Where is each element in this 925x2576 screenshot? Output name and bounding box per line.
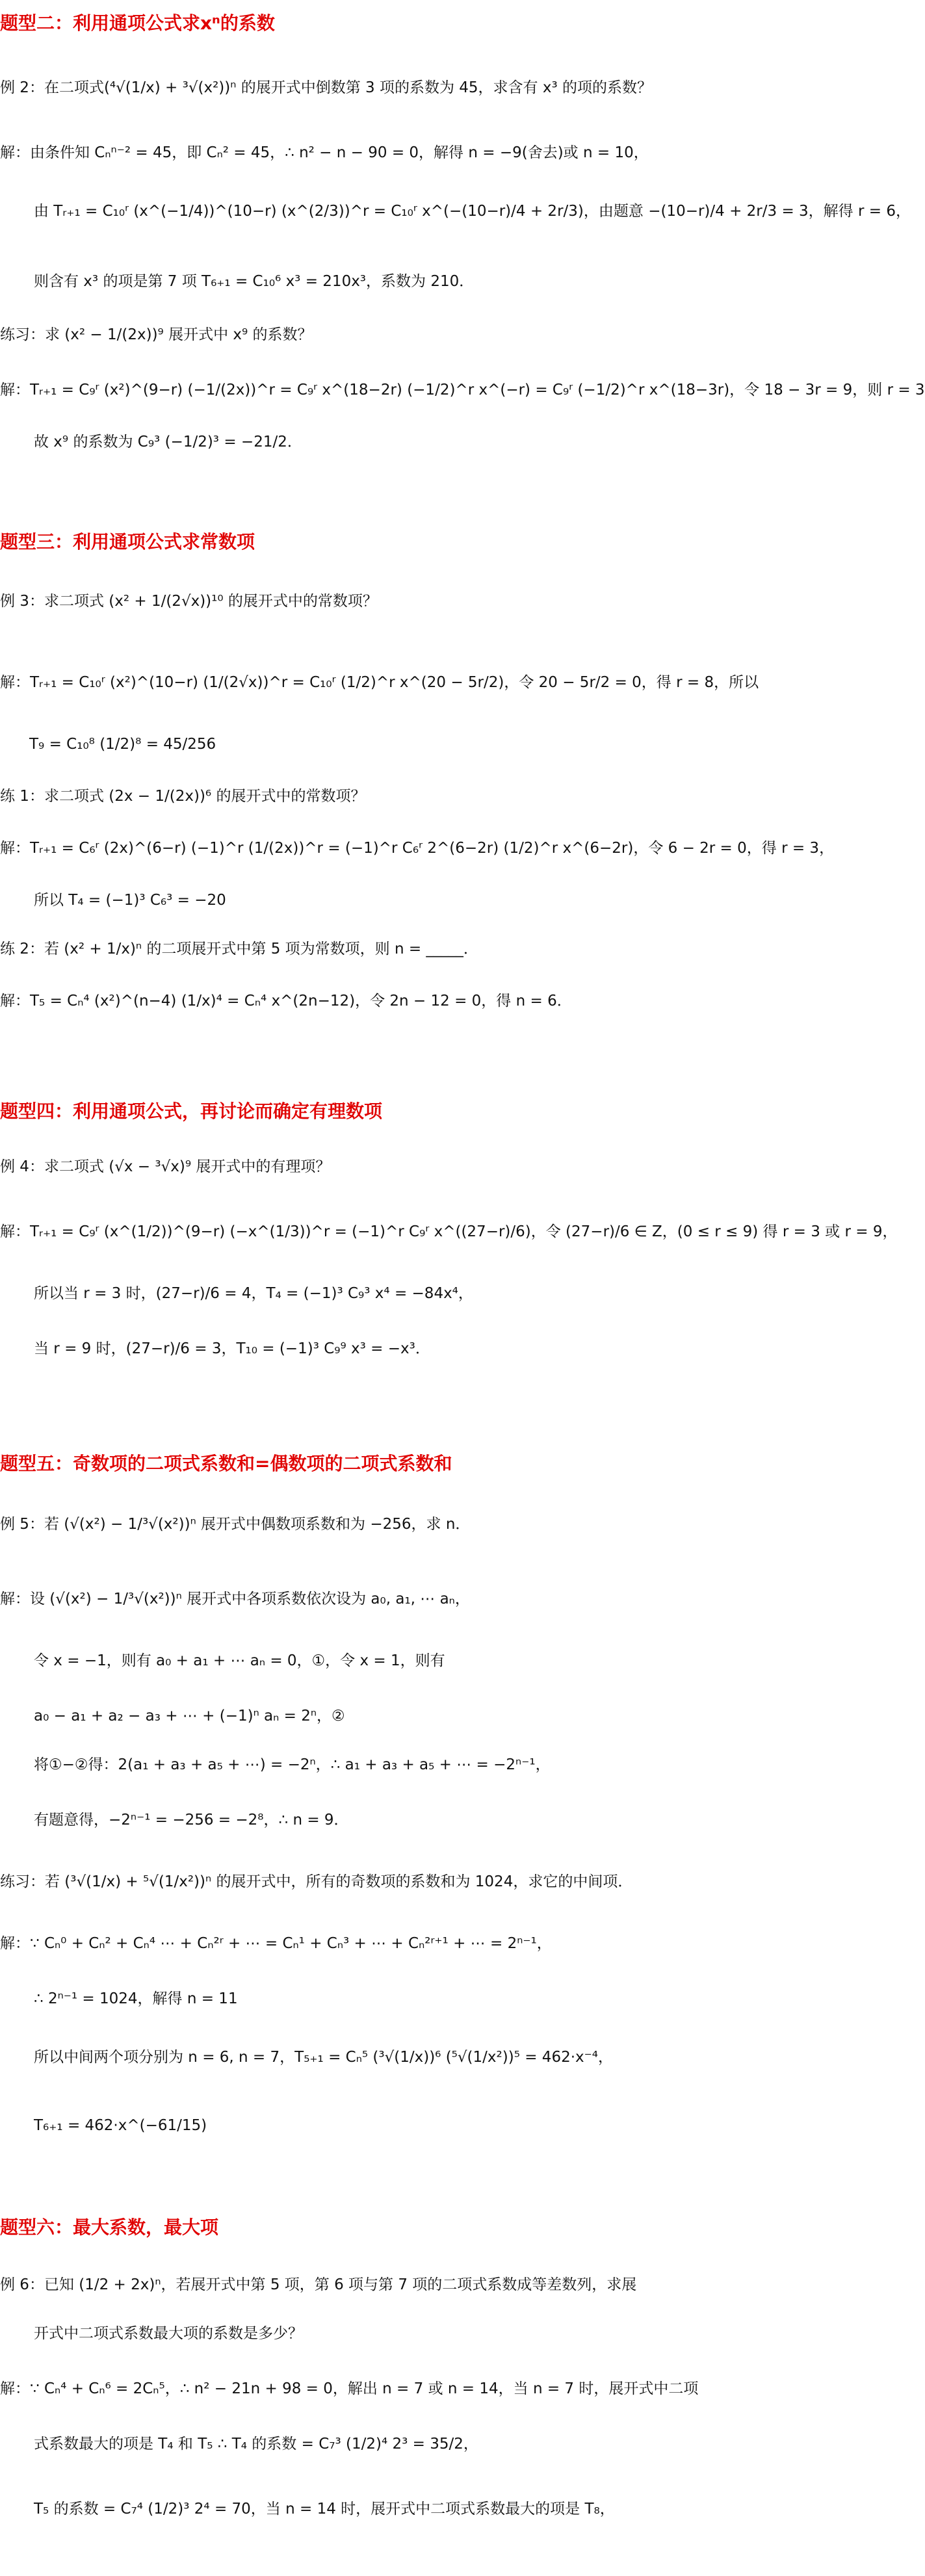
practice-2-question: 练习：求 (x² − 1/(2x))⁹ 展开式中 x⁹ 的系数？: [0, 326, 313, 343]
example-3-solution-2: T₉ = C₁₀⁸ (1/2)⁸ = 45/256: [29, 736, 216, 753]
example-3-question: 例 3：求二项式 (x² + 1/(2√x))¹⁰ 的展开式中的常数项？: [0, 593, 378, 610]
example-4-solution-3: 当 r = 9 时，(27−r)/6 = 3，T₁₀ = (−1)³ C₉⁹ x³ = −x³．: [34, 1340, 430, 1357]
example-5-solution-2: 令 x = −1，则有 a₀ + a₁ + ⋯ aₙ = 0，①，令 x = 1，则有: [34, 1652, 445, 1669]
practice-5-solution-1: 解：∵ Cₙ⁰ + Cₙ² + Cₙ⁴ ⋯ + Cₙ²ʳ + ⋯ = Cₙ¹ + Cₙ³ + ⋯ + Cₙ²ʳ⁺¹ + ⋯ = 2ⁿ⁻¹，: [0, 1935, 552, 1952]
example-6-solution-3: T₅ 的系数 = C₇⁴ (1/2)³ 2⁴ = 70，当 n = 14 时，展开式中二项式系数最大的项是 T₈，: [34, 2501, 615, 2517]
section-title-3: 题型三：利用通项公式求常数项: [0, 531, 255, 553]
example-5-solution-1: 解：设 (√(x²) − 1/³√(x²))ⁿ 展开式中各项系数依次设为 a₀, a₁, ⋯ aₙ，: [0, 1591, 470, 1607]
example-6-question-1: 例 6：已知 (1/2 + 2x)ⁿ，若展开式中第 5 项，第 6 项与第 7 项的二项式系数成等差数列，求展: [0, 2276, 637, 2293]
exercise-3-2-solution: 解：T₅ = Cₙ⁴ (x²)^(n−4) (1/x)⁴ = Cₙ⁴ x^(2n−12)，令 2n − 12 = 0，得 n = 6．: [0, 993, 572, 1009]
example-5-solution-3: a₀ − a₁ + a₂ − a₃ + ⋯ + (−1)ⁿ aₙ = 2ⁿ，②: [34, 1708, 345, 1724]
example-2-solution-1: 解：由条件知 Cₙⁿ⁻² = 45，即 Cₙ² = 45，∴ n² − n − 90 = 0，解得 n = −9(舍去)或 n = 10，: [0, 144, 649, 161]
example-4-solution-1: 解：Tᵣ₊₁ = C₉ʳ (x^(1/2))^(9−r) (−x^(1/3))^r = (−1)^r C₉ʳ x^((27−r)/6)，令 (27−r)/6 ∈ Z，(0 ≤ r ≤ 9) 得 r = 3 或 r = 9，: [0, 1223, 898, 1240]
example-6-question-2: 开式中二项式系数最大项的系数是多少？: [34, 2325, 303, 2342]
example-6-solution-1: 解：∵ Cₙ⁴ + Cₙ⁶ = 2Cₙ⁵，∴ n² − 21n + 98 = 0，解出 n = 7 或 n = 14，当 n = 7 时，展开式中二项: [0, 2380, 699, 2397]
exercise-3-2-question: 练 2：若 (x² + 1/x)ⁿ 的二项展开式中第 5 项为常数项，则 n = _____．: [0, 941, 478, 957]
section-title-5: 题型五：奇数项的二项式系数和=偶数项的二项式系数和: [0, 1453, 452, 1474]
practice-2-solution-1: 解：Tᵣ₊₁ = C₉ʳ (x²)^(9−r) (−1/(2x))^r = C₉ʳ x^(18−2r) (−1/2)^r x^(−r) = C₉ʳ (−1/2)^r x^(18−3r)，令 18 − 3r = 9，则 r = 3: [0, 382, 925, 398]
example-3-solution-1: 解：Tᵣ₊₁ = C₁₀ʳ (x²)^(10−r) (1/(2√x))^r = C₁₀ʳ (1/2)^r x^(20 − 5r/2)，令 20 − 5r/2 = 0，得 r = 8，所以: [0, 674, 759, 691]
example-4-solution-2: 所以当 r = 3 时，(27−r)/6 = 4，T₄ = (−1)³ C₉³ x⁴ = −84x⁴，: [34, 1285, 473, 1302]
practice-5-solution-4: T₆₊₁ = 462·x^(−61/15): [34, 2117, 207, 2134]
section-title-4: 题型四：利用通项公式，再讨论而确定有理数项: [0, 1100, 383, 1122]
exercise-3-1-question: 练 1：求二项式 (2x − 1/(2x))⁶ 的展开式中的常数项？: [0, 788, 366, 805]
example-6-solution-2: 式系数最大的项是 T₄ 和 T₅ ∴ T₄ 的系数 = C₇³ (1/2)⁴ 2³ = 35/2，: [34, 2436, 478, 2452]
example-5-question: 例 5：若 (√(x²) − 1/³√(x²))ⁿ 展开式中偶数项系数和为 −256，求 n．: [0, 1516, 471, 1533]
practice-5-question: 练习：若 (³√(1/x) + ⁵√(1/x²))ⁿ 的展开式中，所有的奇数项的系数和为 1024，求它的中间项．: [0, 1873, 633, 1890]
example-2-solution-3: 则含有 x³ 的项是第 7 项 T₆₊₁ = C₁₀⁶ x³ = 210x³，系数为 210．: [34, 273, 475, 290]
exercise-3-1-solution-2: 所以 T₄ = (−1)³ C₆³ = −20: [34, 892, 226, 909]
section-title-2: 题型二：利用通项公式求xⁿ的系数: [0, 12, 275, 34]
example-2-solution-2: 由 Tᵣ₊₁ = C₁₀ʳ (x^(−1/4))^(10−r) (x^(2/3))^r = C₁₀ʳ x^(−(10−r)/4 + 2r/3)，由题意 −(10−r)/4 + 2r/3 = 3，解得 r = 6，: [34, 203, 911, 220]
example-5-solution-4: 将①−②得：2(a₁ + a₃ + a₅ + ⋯) = −2ⁿ，∴ a₁ + a₃ + a₅ + ⋯ = −2ⁿ⁻¹，: [34, 1756, 551, 1773]
practice-2-solution-2: 故 x⁹ 的系数为 C₉³ (−1/2)³ = −21/2．: [34, 434, 302, 450]
example-2-question: 例 2：在二项式(⁴√(1/x) + ³√(x²))ⁿ 的展开式中倒数第 3 项的系数为 45，求含有 x³ 的项的系数？: [0, 79, 653, 96]
exercise-3-1-solution-1: 解：Tᵣ₊₁ = C₆ʳ (2x)^(6−r) (−1)^r (1/(2x))^r = (−1)^r C₆ʳ 2^(6−2r) (1/2)^r x^(6−2r)，令 6 − 2r = 0，得 r = 3，: [0, 840, 835, 857]
example-4-question: 例 4：求二项式 (√x − ³√x)⁹ 展开式中的有理项？: [0, 1158, 331, 1175]
section-title-6: 题型六：最大系数，最大项: [0, 2217, 219, 2238]
practice-5-solution-3: 所以中间两个项分别为 n = 6, n = 7，T₅₊₁ = Cₙ⁵ (³√(1/x))⁶ (⁵√(1/x²))⁵ = 462·x⁻⁴，: [34, 2049, 613, 2066]
practice-5-solution-2: ∴ 2ⁿ⁻¹ = 1024，解得 n = 11: [34, 1990, 238, 2007]
example-5-solution-5: 有题意得，−2ⁿ⁻¹ = −256 = −2⁸，∴ n = 9．: [34, 1812, 349, 1828]
